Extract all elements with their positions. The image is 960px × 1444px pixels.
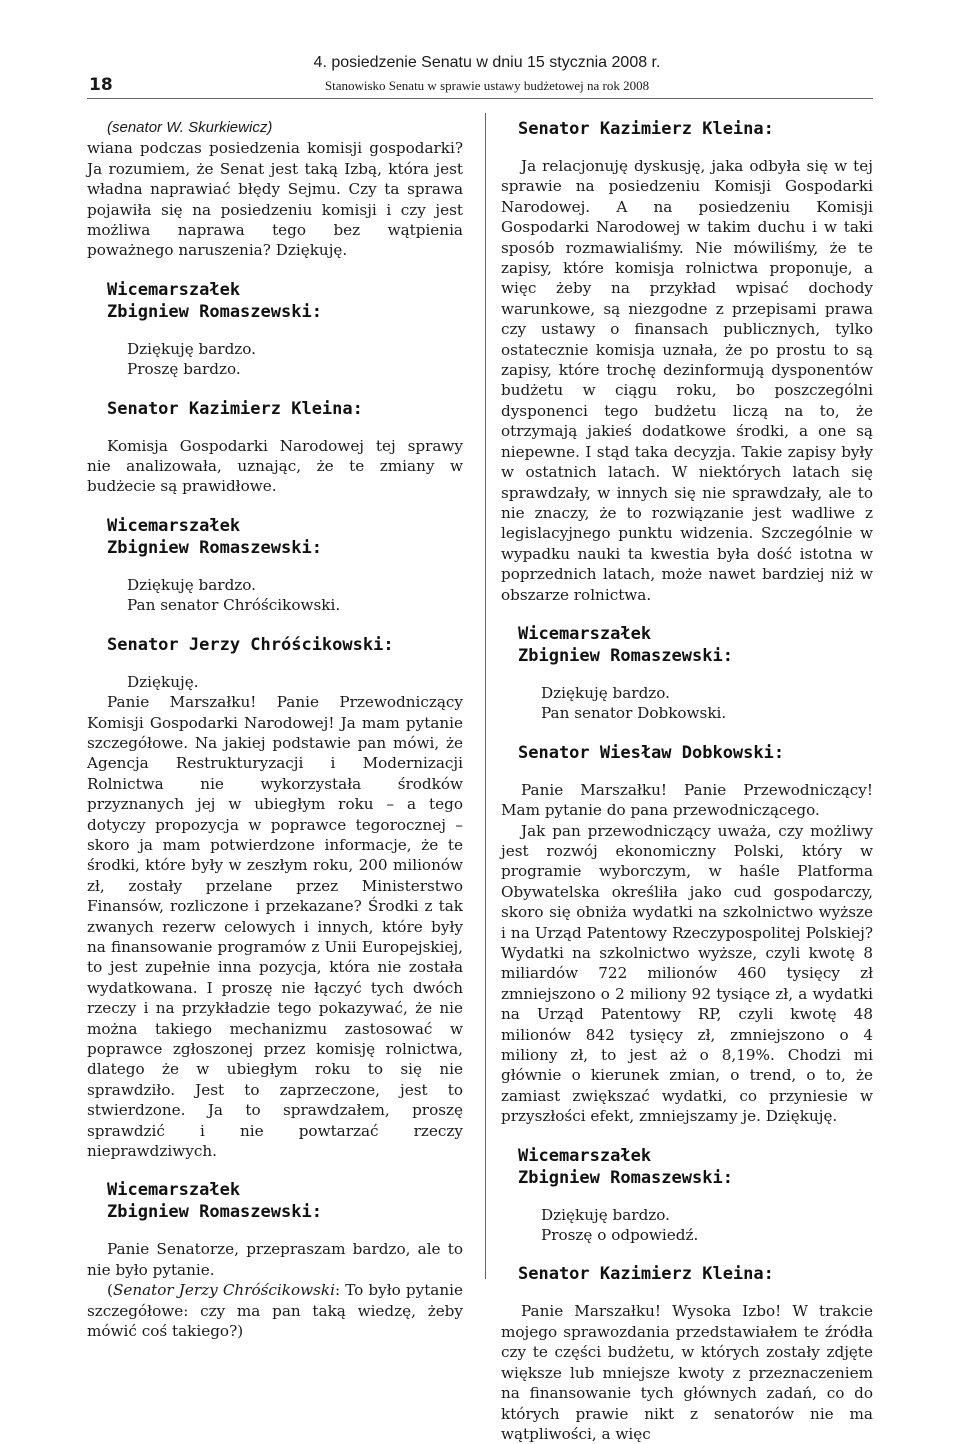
paragraph: Panie Marszałku! Wysoka Izbo! W trakcie mojego sprawozdania przedstawiałem te źródła czy te części budżetu, w których zostały zdjęte większe lub mniejsze kwoty z przeznaczeniem na finansowanie tych głównych zadań, co do których prawie nikt z senatorów nie ma wątpliwości, a więc [501, 1302, 873, 1443]
speech-line: Dziękuję bardzo. [541, 683, 670, 702]
speech-line: Proszę o odpowiedź. [541, 1226, 699, 1245]
paren-open: ( [107, 1281, 113, 1300]
speaker-title: Wicemarszałek [107, 515, 241, 536]
paragraph: Panie Senatorze, przepraszam bardzo, ale to nie było pytanie. [87, 1240, 463, 1279]
paragraph: Panie Marszałku! Panie Przewodniczący Komisji Gospodarki Narodowej! Ja mam pytanie szczegółowe. Na jakiej podstawie pan mówi, że Agencja Restrukturyzacji i Modernizacji Rolnictwa nie wykorzystała środków przyznanych jej w ubiegłym roku – a tego dotyczy propozycja w poprawce tegorocznej – skoro ja mam potwierdzone informacje, że te środki, które były w zeszłym roku, 200 milionów zł, zostały przelane przez Ministerstwo Finansów, rozliczone i przekazane? Środki z tak zwanych rezerw celowych i innych, które były na finansowanie programów z Unii Europejskiej, to jest zupełnie inna pozycja, która nie została wydatkowana. I proszę nie łączyć tych dwóch rzeczy i na przykładzie tego pokazywać, że nie można takiego mechanizmu zastosować w poprawce zgłoszonej przez komisję rolnictwa, dlatego że w ubiegłym roku to się nie sprawdziło. Jest to zaprzeczone, jest to stwierdzone. Ja to sprawdzałem, proszę sprawdzić i nie powtarzać rzeczy nieprawdziwych. [87, 693, 463, 1161]
paragraph: Komisja Gospodarki Narodowej tej sprawy nie analizowała, uznając, że te zmiany w budżecie są prawidłowe. [87, 436, 463, 496]
running-header [87, 50, 873, 99]
paragraph: Panie Marszałku! Panie Przewodniczący! Mam pytanie do pana przewodniczącego. [501, 780, 873, 820]
speech-line: Pan senator Dobkowski. [541, 704, 727, 723]
speaker-name: Zbigniew Romaszewski: [518, 645, 733, 666]
page-number: 18 [89, 75, 113, 95]
speaker-heading [107, 1179, 463, 1223]
speech-line: Dziękuję bardzo. [541, 1205, 670, 1224]
paragraph: Jak pan przewodniczący uważa, czy możliwy jest rozwój ekonomiczny Polski, który w programie wyborczym, w haśle Platforma Obywatelska określiła jako cud gospodarczy, skoro się obniża wydatki na szkolnictwo wyższe i na Urząd Patentowy Rzeczypospolitej Polskiej? Wydatki na szkolnictwo wyższe, czyli kwotę 8 miliardów 722 milionów 460 tysięcy zł zmniejszono o 2 miliony 92 tysiące zł, a wydatki na Urząd Patentowy RP, czyli kwotę 48 milionów 842 tysięcy zł, zmniejszono o 4 miliony zł, to jest aż o 8,19%. Chodzi mi głównie o kierunek zmian, o trend, o to, że zamiast zwiększać wydatki, co przyniesie w przyszłości efekt, zmniejszamy je. Dziękuję. [501, 821, 873, 1126]
column-divider [485, 113, 486, 1279]
header-title: 4. posiedzenie Senatu w dniu 15 stycznia 2008 r. [313, 54, 661, 71]
speaker-heading: Senator Kazimierz Kleina: [518, 119, 774, 139]
left-column [87, 118, 463, 1341]
speaker-title: Wicemarszałek [518, 1145, 652, 1166]
speaker-heading [518, 623, 873, 667]
speaker-title: Wicemarszałek [518, 623, 652, 644]
right-column [501, 118, 873, 1444]
interjection-speaker: Senator Jerzy Chróścikowski [112, 1281, 335, 1300]
speech-line: Dziękuję bardzo. [127, 339, 256, 358]
speaker-heading: Senator Wiesław Dobkowski: [518, 742, 785, 763]
paragraph: wiana podczas posiedzenia komisji gospodarki? Ja rozumiem, że Senat jest taką Izbą, która jest władna naprawiać błędy Sejmu. Czy ta sprawa pojawiła się na posiedzeniu komisji i czy jest możliwa naprawa tego bez wątpienia poważnego naruszenia? Dziękuję. [87, 139, 463, 260]
speech-line: Pan senator Chróścikowski. [127, 596, 341, 615]
speech-line: Proszę bardzo. [127, 360, 241, 379]
paragraph-interjection [87, 1280, 463, 1341]
speaker-heading: Senator Jerzy Chróścikowski: [107, 634, 394, 655]
speaker-name: Zbigniew Romaszewski: [107, 1202, 322, 1223]
speaker-heading [518, 1145, 873, 1189]
speech-line: Dziękuję. [127, 672, 199, 691]
speaker-context: (senator W. Skurkiewicz) [107, 119, 273, 136]
paragraph: Ja relacjonuję dyskusję, jaka odbyła się w tej sprawie na posiedzeniu Komisji Gospodarki Narodowej. A na posiedzeniu Komisji Gospodarki Narodowej w takim duchu i w taki sposób rozmawialiśmy. Nie mówiliśmy, że te zapisy, które komisja rolnictwa proponuje, a więc żeby na przykład wpisać dochody warunkowe, są niezgodne z przepisami prawa czy ustawy o finansach publicznych, tylko ostatecznie komisja uznała, że po prostu to są zapisy, które trochę dezinformują dysponentów budżetu w ciągu roku, bo poszczególni dysponenci tego budżetu liczą na to, że otrzymają jakieś dodatkowe środki, a one są niepewne. I stąd taka decyzja. Takie zapisy były w ostatnich latach. W niektórych latach się sprawdzały, w innych się nie sprawdzały, ale to nie znaczy, że to rozwiązanie jest wadliwe z legislacyjnego punktu widzenia. Szczególnie w wypadku nauki ta kwestia była dość istotna w poprzednich latach, może nawet bardziej niż w obszarze rolnictwa. [501, 157, 873, 604]
speaker-heading [107, 515, 463, 559]
speech-line: Dziękuję bardzo. [127, 575, 256, 594]
speaker-name: Zbigniew Romaszewski: [107, 537, 322, 558]
speaker-name: Zbigniew Romaszewski: [518, 1167, 733, 1188]
speaker-heading: Senator Kazimierz Kleina: [107, 398, 363, 419]
speaker-title: Wicemarszałek [107, 1180, 241, 1201]
speaker-heading [107, 279, 463, 323]
interjection-text: : To było pytanie szczegółowe: czy ma pan taką wiedzę, żeby mówić coś takiego?) [87, 1281, 463, 1341]
header-subtitle: Stanowisko Senatu w sprawie ustawy budżetowej na rok 2008 [324, 78, 650, 93]
speaker-heading: Senator Kazimierz Kleina: [518, 1264, 774, 1285]
speaker-name: Zbigniew Romaszewski: [107, 301, 322, 322]
speaker-title: Wicemarszałek [107, 279, 241, 300]
